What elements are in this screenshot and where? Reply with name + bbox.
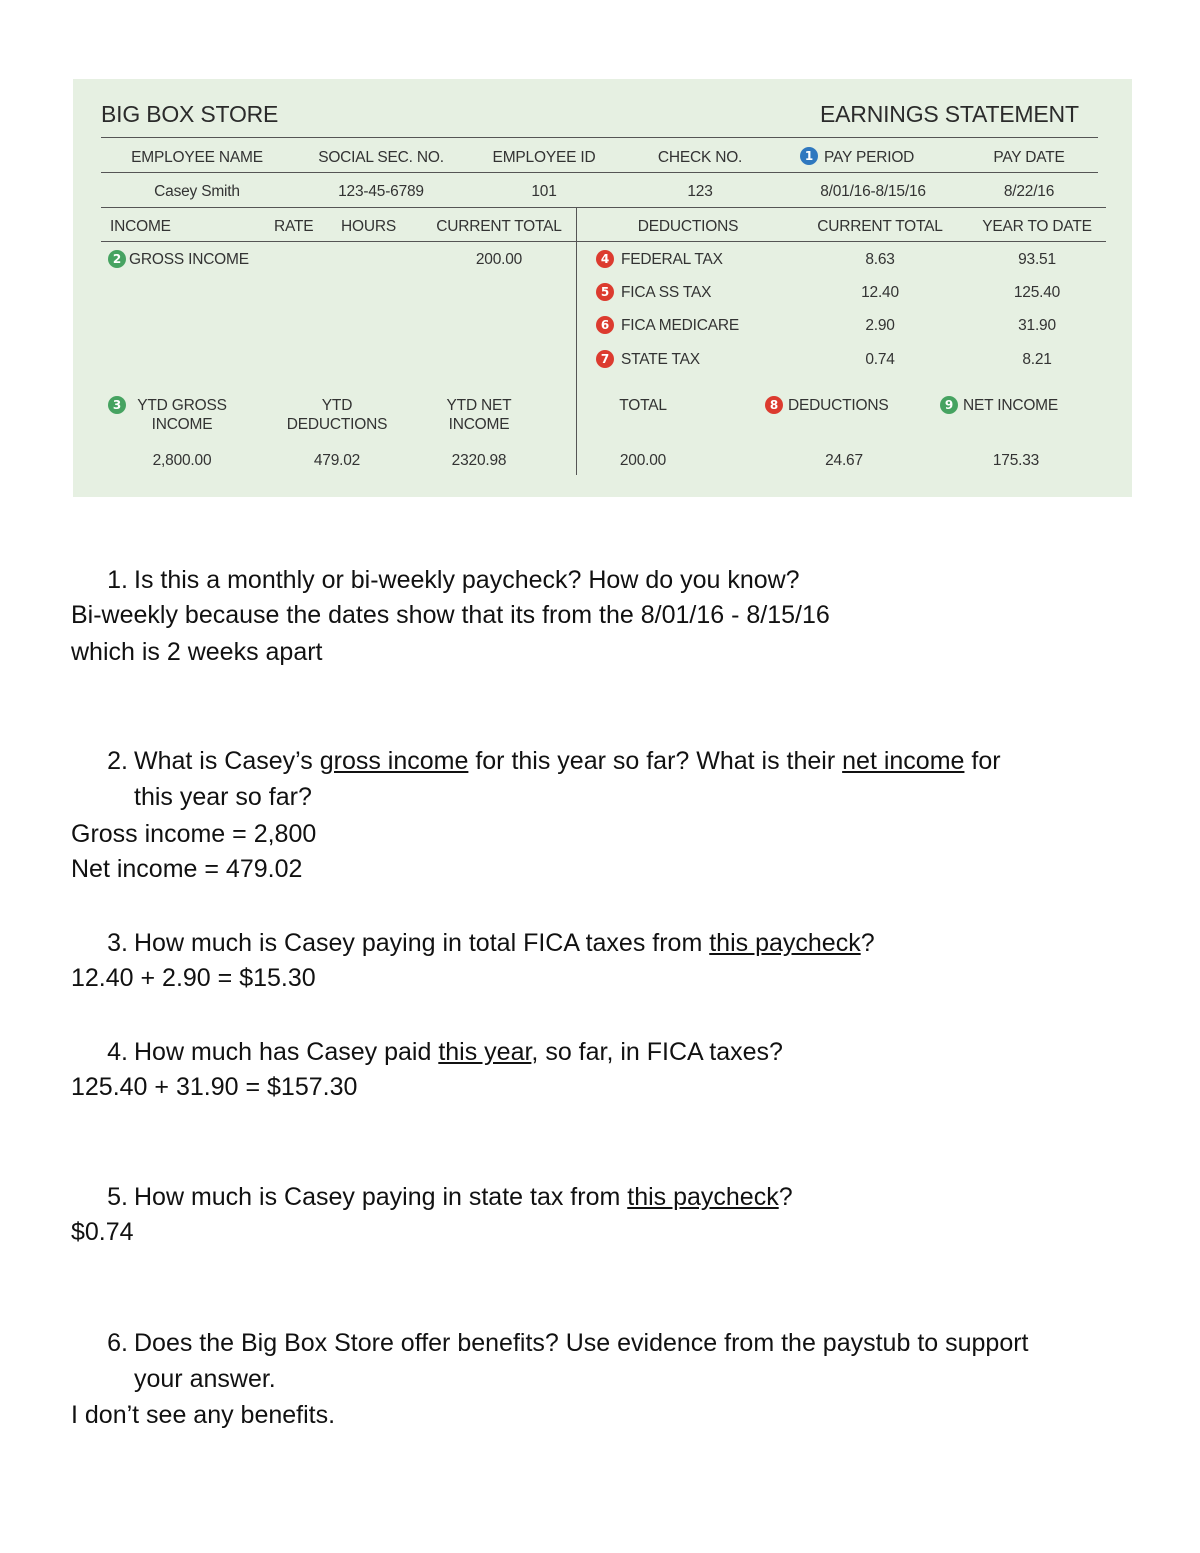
header-deductions-current-total: CURRENT TOTAL (817, 218, 943, 235)
question-text: Does the Big Box Store offer benefits? Use evidence from the paystub to support your answer. (134, 1329, 1029, 1393)
header-year-to-date: YEAR TO DATE (982, 218, 1092, 235)
badge-2-icon: 2 (108, 250, 126, 268)
answer-line: $0.74 (71, 1218, 134, 1246)
net-income-value: 175.33 (992, 452, 1040, 469)
badge-8-icon: 8 (765, 396, 783, 414)
check-no-value: 123 (687, 183, 713, 200)
divider (101, 241, 1106, 242)
header-income: INCOME (110, 218, 171, 235)
deduction-current: 2.90 (865, 317, 895, 334)
divider (101, 207, 1106, 208)
ytd-net-value: 2320.98 (451, 452, 507, 469)
badge-6-icon: 6 (596, 316, 614, 334)
total-label: TOTAL (619, 397, 667, 414)
earnings-statement (73, 79, 1132, 497)
question-number: 1. (107, 566, 128, 594)
question-text: Is this a monthly or bi-weekly paycheck? How do you know? (134, 566, 800, 594)
badge-7-icon: 7 (596, 350, 614, 368)
pay-period-value: 8/01/16-8/15/16 (820, 183, 926, 200)
header-check-no: CHECK NO. (657, 149, 743, 166)
ssn-value: 123-45-6789 (338, 183, 424, 200)
employee-name-value: Casey Smith (154, 183, 240, 200)
question-number: 4. (107, 1038, 128, 1066)
header-pay-date: PAY DATE (993, 149, 1065, 166)
answer-line: Bi-weekly because the dates show that its from the 8/01/16 - 8/15/16 (71, 601, 830, 629)
ytd-deductions-label: YTD (321, 397, 353, 414)
deduction-label: STATE TAX (621, 351, 700, 368)
employee-id-value: 101 (531, 183, 557, 200)
header-rate: RATE (274, 218, 314, 235)
answer-line: which is 2 weeks apart (71, 638, 323, 666)
question-number: 3. (107, 929, 128, 957)
deduction-label: FICA MEDICARE (621, 317, 739, 334)
column-divider (576, 207, 577, 475)
question-number: 2. (107, 747, 128, 775)
ytd-gross-label: YTD GROSS (137, 397, 227, 414)
ytd-deductions-label-2: DEDUCTIONS (286, 416, 388, 433)
header-income-current-total: CURRENT TOTAL (436, 218, 562, 235)
deduction-ytd: 125.40 (1013, 284, 1061, 301)
total-deductions-label: DEDUCTIONS (788, 397, 889, 414)
question-text: What is Casey’s gross income for this year so far? What is their net income for this year so far? (134, 747, 1001, 811)
badge-3-icon: 3 (108, 396, 126, 414)
divider (101, 172, 1098, 173)
ytd-net-label-2: INCOME (448, 416, 510, 433)
question-number: 6. (107, 1329, 128, 1357)
deduction-current: 0.74 (865, 351, 895, 368)
deduction-ytd: 31.90 (1018, 317, 1056, 334)
gross-income-value: 200.00 (475, 251, 523, 268)
header-ssn: SOCIAL SEC. NO. (318, 149, 444, 166)
answer-line: Gross income = 2,800 (71, 820, 317, 848)
statement-title: EARNINGS STATEMENT (820, 101, 1079, 127)
ytd-gross-value: 2,800.00 (152, 452, 212, 469)
header-employee-id: EMPLOYEE ID (492, 149, 596, 166)
ytd-deductions-value: 479.02 (313, 452, 361, 469)
company-name: BIG BOX STORE (101, 101, 279, 127)
deduction-current: 12.40 (861, 284, 899, 301)
divider (101, 137, 1098, 138)
header-employee-name: EMPLOYEE NAME (131, 149, 263, 166)
question-text: How much is Casey paying in total FICA taxes from this paycheck? (134, 929, 875, 957)
pay-date-value: 8/22/16 (1003, 183, 1055, 200)
question-text: How much has Casey paid this year, so far, in FICA taxes? (134, 1038, 783, 1066)
ytd-gross-label-2: INCOME (151, 416, 213, 433)
header-hours: HOURS (341, 218, 396, 235)
deduction-current: 8.63 (865, 251, 895, 268)
total-deductions-value: 24.67 (825, 452, 863, 469)
badge-9-icon: 9 (940, 396, 958, 414)
badge-4-icon: 4 (596, 250, 614, 268)
header-deductions: DEDUCTIONS (637, 218, 739, 235)
ytd-net-label: YTD NET (446, 397, 512, 414)
answer-line: 12.40 + 2.90 = $15.30 (71, 964, 316, 992)
answer-line: 125.40 + 31.90 = $157.30 (71, 1073, 358, 1101)
badge-1-icon: 1 (800, 147, 818, 165)
deduction-label: FEDERAL TAX (621, 251, 723, 268)
total-value: 200.00 (619, 452, 667, 469)
answer-line: Net income = 479.02 (71, 855, 303, 883)
question-number: 5. (107, 1183, 128, 1211)
header-pay-period: PAY PERIOD (824, 149, 915, 166)
answer-line: I don’t see any benefits. (71, 1401, 336, 1429)
gross-income-label: GROSS INCOME (129, 251, 249, 268)
question-text: How much is Casey paying in state tax from this paycheck? (134, 1183, 793, 1211)
deduction-ytd: 8.21 (1022, 351, 1052, 368)
badge-5-icon: 5 (596, 283, 614, 301)
deduction-ytd: 93.51 (1018, 251, 1056, 268)
net-income-label: NET INCOME (963, 397, 1059, 414)
deduction-label: FICA SS TAX (621, 284, 712, 301)
